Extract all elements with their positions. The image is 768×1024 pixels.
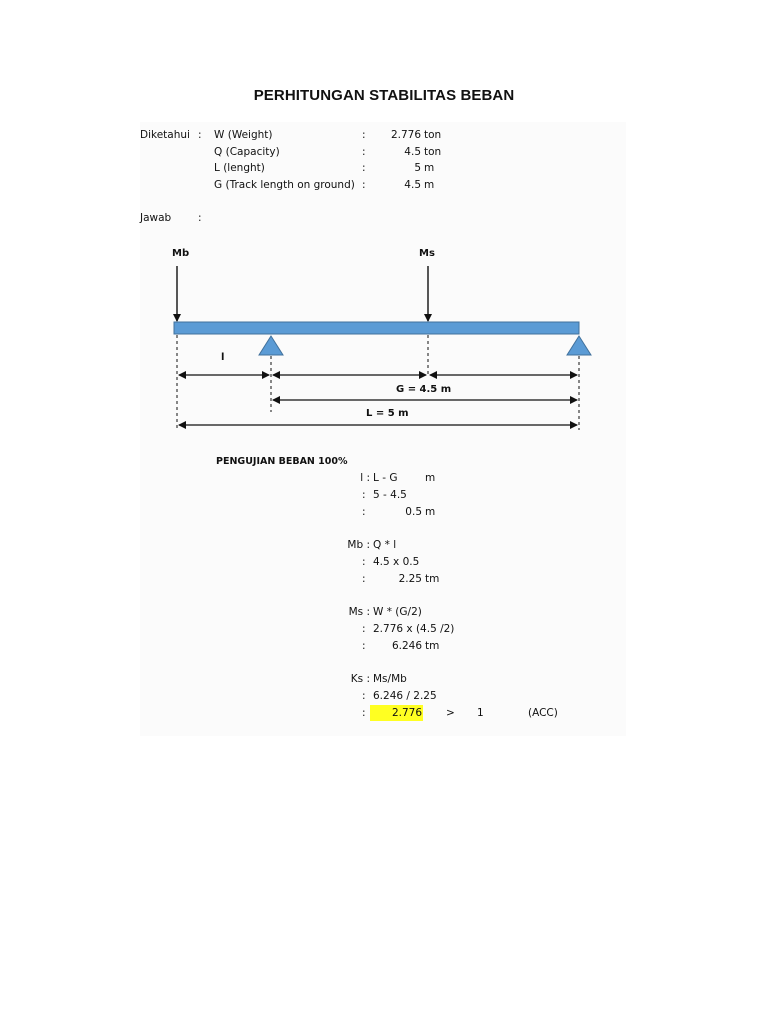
given-colon: : bbox=[198, 129, 202, 141]
ms-calc-label: Ms : bbox=[348, 606, 370, 618]
ks-colon: : bbox=[362, 707, 366, 719]
support-triangle-right bbox=[567, 336, 591, 355]
ms-formula: W * (G/2) bbox=[373, 606, 422, 618]
ks-colon: : bbox=[362, 690, 366, 702]
support-triangle-left bbox=[259, 336, 283, 355]
l-colon: : bbox=[362, 506, 366, 518]
given-item-colon: : bbox=[362, 146, 366, 158]
ms-substitution: 2.776 x (4.5 /2) bbox=[373, 623, 455, 635]
mb-formula: Q * l bbox=[373, 539, 397, 551]
given-item-value: 5 bbox=[414, 162, 421, 174]
ms-label: Ms bbox=[419, 248, 435, 259]
ks-status: (ACC) bbox=[528, 707, 558, 719]
mb-substitution: 4.5 x 0.5 bbox=[373, 556, 420, 568]
given-item-name: G (Track length on ground) bbox=[214, 179, 355, 191]
given-item-unit: ton bbox=[424, 146, 442, 158]
given-item-colon: : bbox=[362, 179, 366, 191]
given-item-name: Q (Capacity) bbox=[214, 146, 280, 158]
given-item-name: W (Weight) bbox=[214, 129, 273, 141]
given-item-value: 4.5 bbox=[404, 179, 421, 191]
small-l-label: l bbox=[221, 352, 225, 363]
given-item-unit: m bbox=[424, 162, 435, 174]
given-item-name: L (lenght) bbox=[214, 162, 265, 174]
ks-compare-operator: > bbox=[446, 707, 455, 719]
ks-result-highlighted: 2.776 bbox=[370, 705, 423, 721]
mb-colon: : bbox=[362, 556, 366, 568]
mb-result-unit: tm bbox=[425, 573, 440, 585]
given-item-unit: ton bbox=[424, 129, 442, 141]
mb-colon: : bbox=[362, 573, 366, 585]
ms-colon: : bbox=[362, 623, 366, 635]
given-item-value: 4.5 bbox=[404, 146, 421, 158]
l-result-unit: m bbox=[425, 506, 436, 518]
l-result: 0.5 bbox=[405, 506, 422, 518]
l-colon: : bbox=[362, 489, 366, 501]
ks-threshold: 1 bbox=[477, 707, 484, 719]
test-heading: PENGUJIAN BEBAN 100% bbox=[216, 456, 348, 467]
beam-diagram bbox=[160, 240, 600, 440]
ks-substitution: 6.246 / 2.25 bbox=[373, 690, 437, 702]
ms-colon: : bbox=[362, 640, 366, 652]
beam bbox=[174, 322, 579, 334]
mb-calc-label: Mb : bbox=[347, 539, 370, 551]
given-label: Diketahui bbox=[140, 129, 190, 141]
answer-colon: : bbox=[198, 212, 202, 224]
mb-result: 2.25 bbox=[398, 573, 422, 585]
l-formula: L - G bbox=[373, 472, 398, 484]
mb-label: Mb bbox=[172, 248, 190, 259]
given-item-unit: m bbox=[424, 179, 435, 191]
ks-calc-label: Ks : bbox=[350, 673, 370, 685]
given-item-colon: : bbox=[362, 162, 366, 174]
ms-result-unit: tm bbox=[425, 640, 440, 652]
l-formula-unit: m bbox=[425, 472, 436, 484]
l-label: l : bbox=[360, 472, 370, 484]
given-item-value: 2.776 bbox=[390, 129, 421, 141]
l-substitution: 5 - 4.5 bbox=[373, 489, 407, 501]
g-dimension-label: G = 4.5 m bbox=[396, 384, 452, 395]
answer-label: Jawab bbox=[140, 212, 172, 224]
page-title: PERHITUNGAN STABILITAS BEBAN bbox=[253, 87, 515, 104]
ms-result: 6.246 bbox=[391, 640, 422, 652]
L-dimension-label: L = 5 m bbox=[366, 408, 409, 419]
given-item-colon: : bbox=[362, 129, 366, 141]
ks-formula: Ms/Mb bbox=[373, 673, 407, 685]
